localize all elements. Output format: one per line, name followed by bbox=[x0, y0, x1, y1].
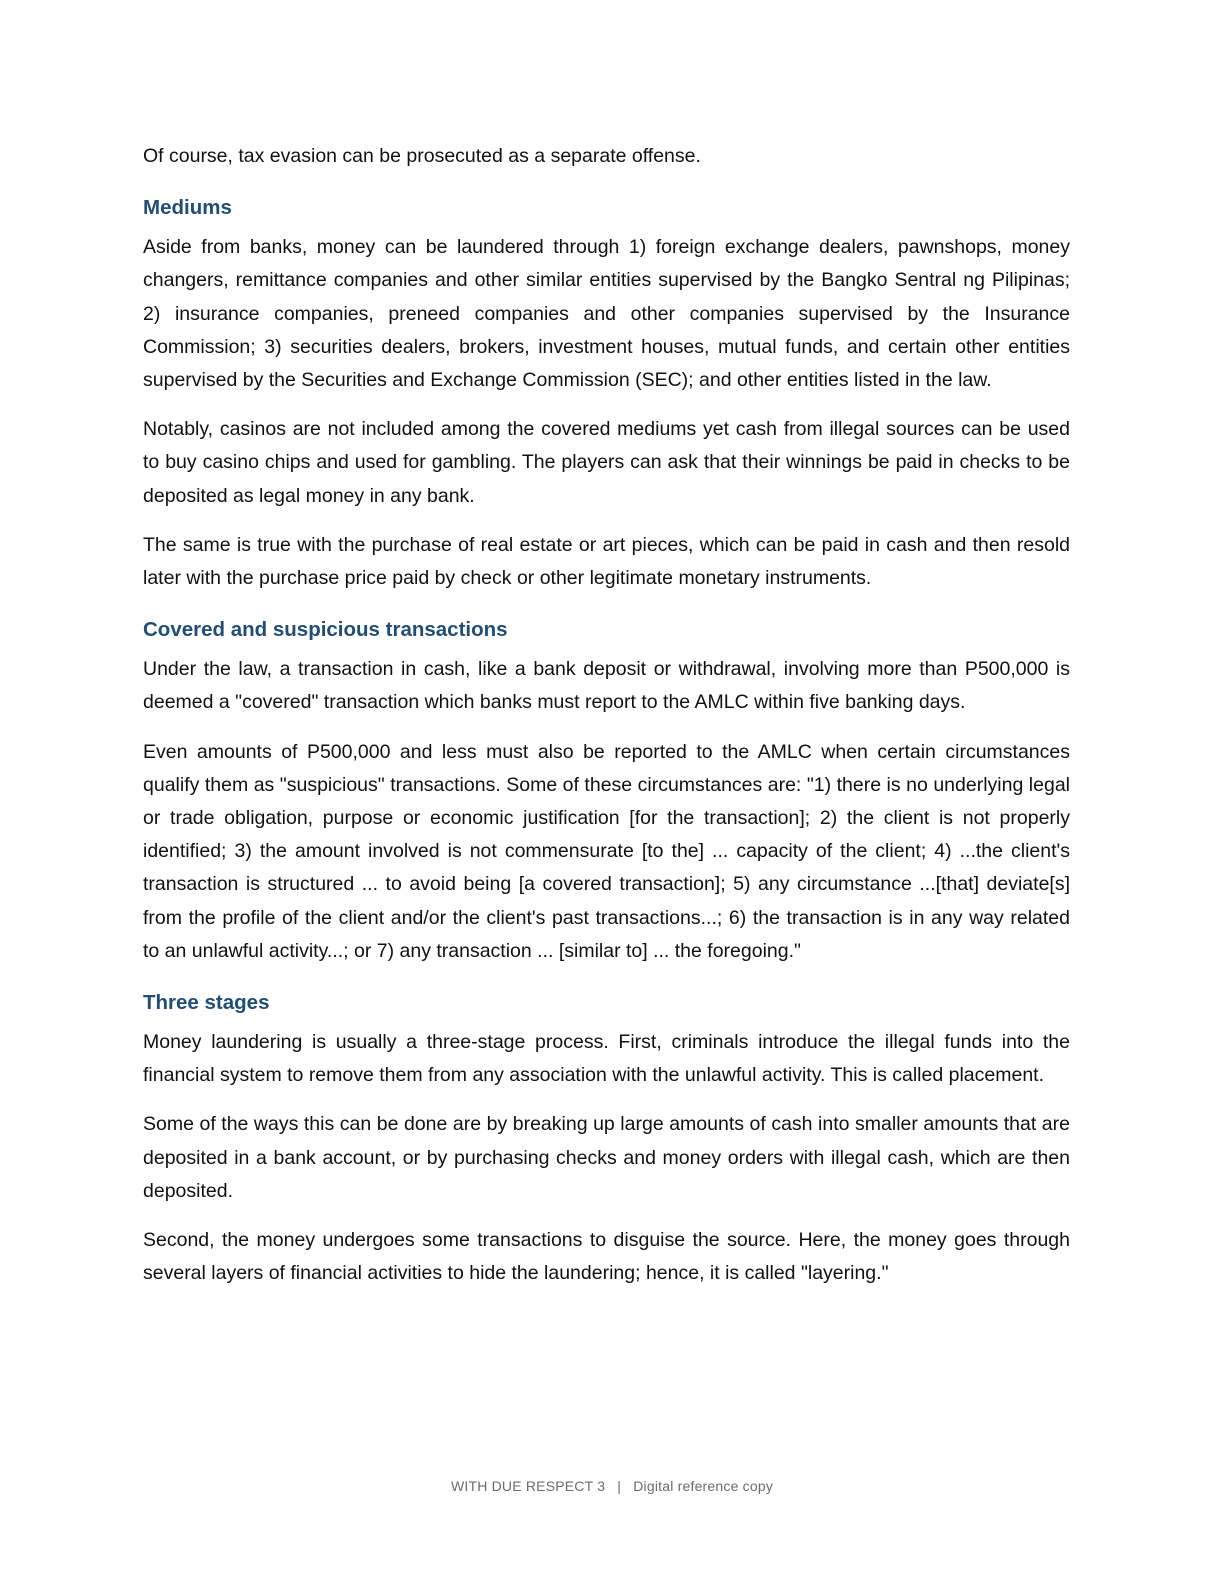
paragraph: Second, the money undergoes some transactions to disguise the source. Here, the money goes through several layers of financial activities to hide the laundering; hence, it is called "layering." bbox=[143, 1229, 1070, 1285]
section-heading-covered-transactions: Covered and suspicious transactions bbox=[143, 618, 508, 642]
paragraph: Even amounts of P500,000 and less must also be reported to the AMLC when certain circumstances qualify them as "suspicious" transactions. Some of these circumstances are: "1) there is no underlying legal or trade obligation, purpose or economic justification [for the transaction]; 2) the client is not properly identified; 3) the amount involved is not commensurate [to the] ... capacity of the client; 4) ...the client's transaction is structured ... to avoid being [a covered transaction]; 5) any circumstance ...[that] deviate[s] from the profile of the client and/or the client's past transactions...; 6) the transaction is in any way related to an unlawful activity...; or 7) any transaction ... [similar to] ... the foregoing." bbox=[143, 740, 1070, 962]
footer-separator: | bbox=[617, 1478, 622, 1494]
document-page bbox=[143, 140, 1070, 1306]
paragraph: Some of the ways this can be done are by breaking up large amounts of cash into smaller amounts that are deposited in a bank account, or by purchasing checks and money orders with illegal cash, which are then deposited. bbox=[143, 1113, 1070, 1202]
paragraph: Money laundering is usually a three-stage process. First, criminals introduce the illegal funds into the financial system to remove them from any association with the unlawful activity. This is called placement. bbox=[143, 1031, 1070, 1087]
paragraph: The same is true with the purchase of real estate or art pieces, which can be paid in cash and then resold later with the purchase price paid by check or other legitimate monetary instruments. bbox=[143, 533, 1070, 590]
paragraph: Of course, tax evasion can be prosecuted as a separate offense. bbox=[143, 145, 701, 167]
paragraph: Under the law, a transaction in cash, like a bank deposit or withdrawal, involving more than P500,000 is deemed a "covered" transaction which banks must report to the AMLC within five banking days. bbox=[143, 658, 1070, 714]
section-heading-three-stages: Three stages bbox=[143, 991, 270, 1015]
paragraph: Aside from banks, money can be laundered through 1) foreign exchange dealers, pawnshops, money changers, remittance companies and other similar entities supervised by the Bangko Sentral ng Pilipinas; 2) insurance companies, preneed companies and other companies supervised by the Insurance Commission; 3) securities dealers, brokers, investment houses, mutual funds, and certain other entities supervised by the Securities and Exchange Commission (SEC); and other entities listed in the law. bbox=[143, 236, 1070, 392]
paragraph: Notably, casinos are not included among the covered mediums yet cash from illegal sources can be used to buy casino chips and used for gambling. The players can ask that their winnings be paid in checks to be deposited as legal money in any bank. bbox=[143, 418, 1070, 507]
footer-title: WITH DUE RESPECT 3 bbox=[450, 1478, 606, 1494]
section-heading-mediums: Mediums bbox=[143, 196, 232, 220]
footer-note: Digital reference copy bbox=[633, 1478, 774, 1494]
page-footer bbox=[0, 1478, 1224, 1494]
